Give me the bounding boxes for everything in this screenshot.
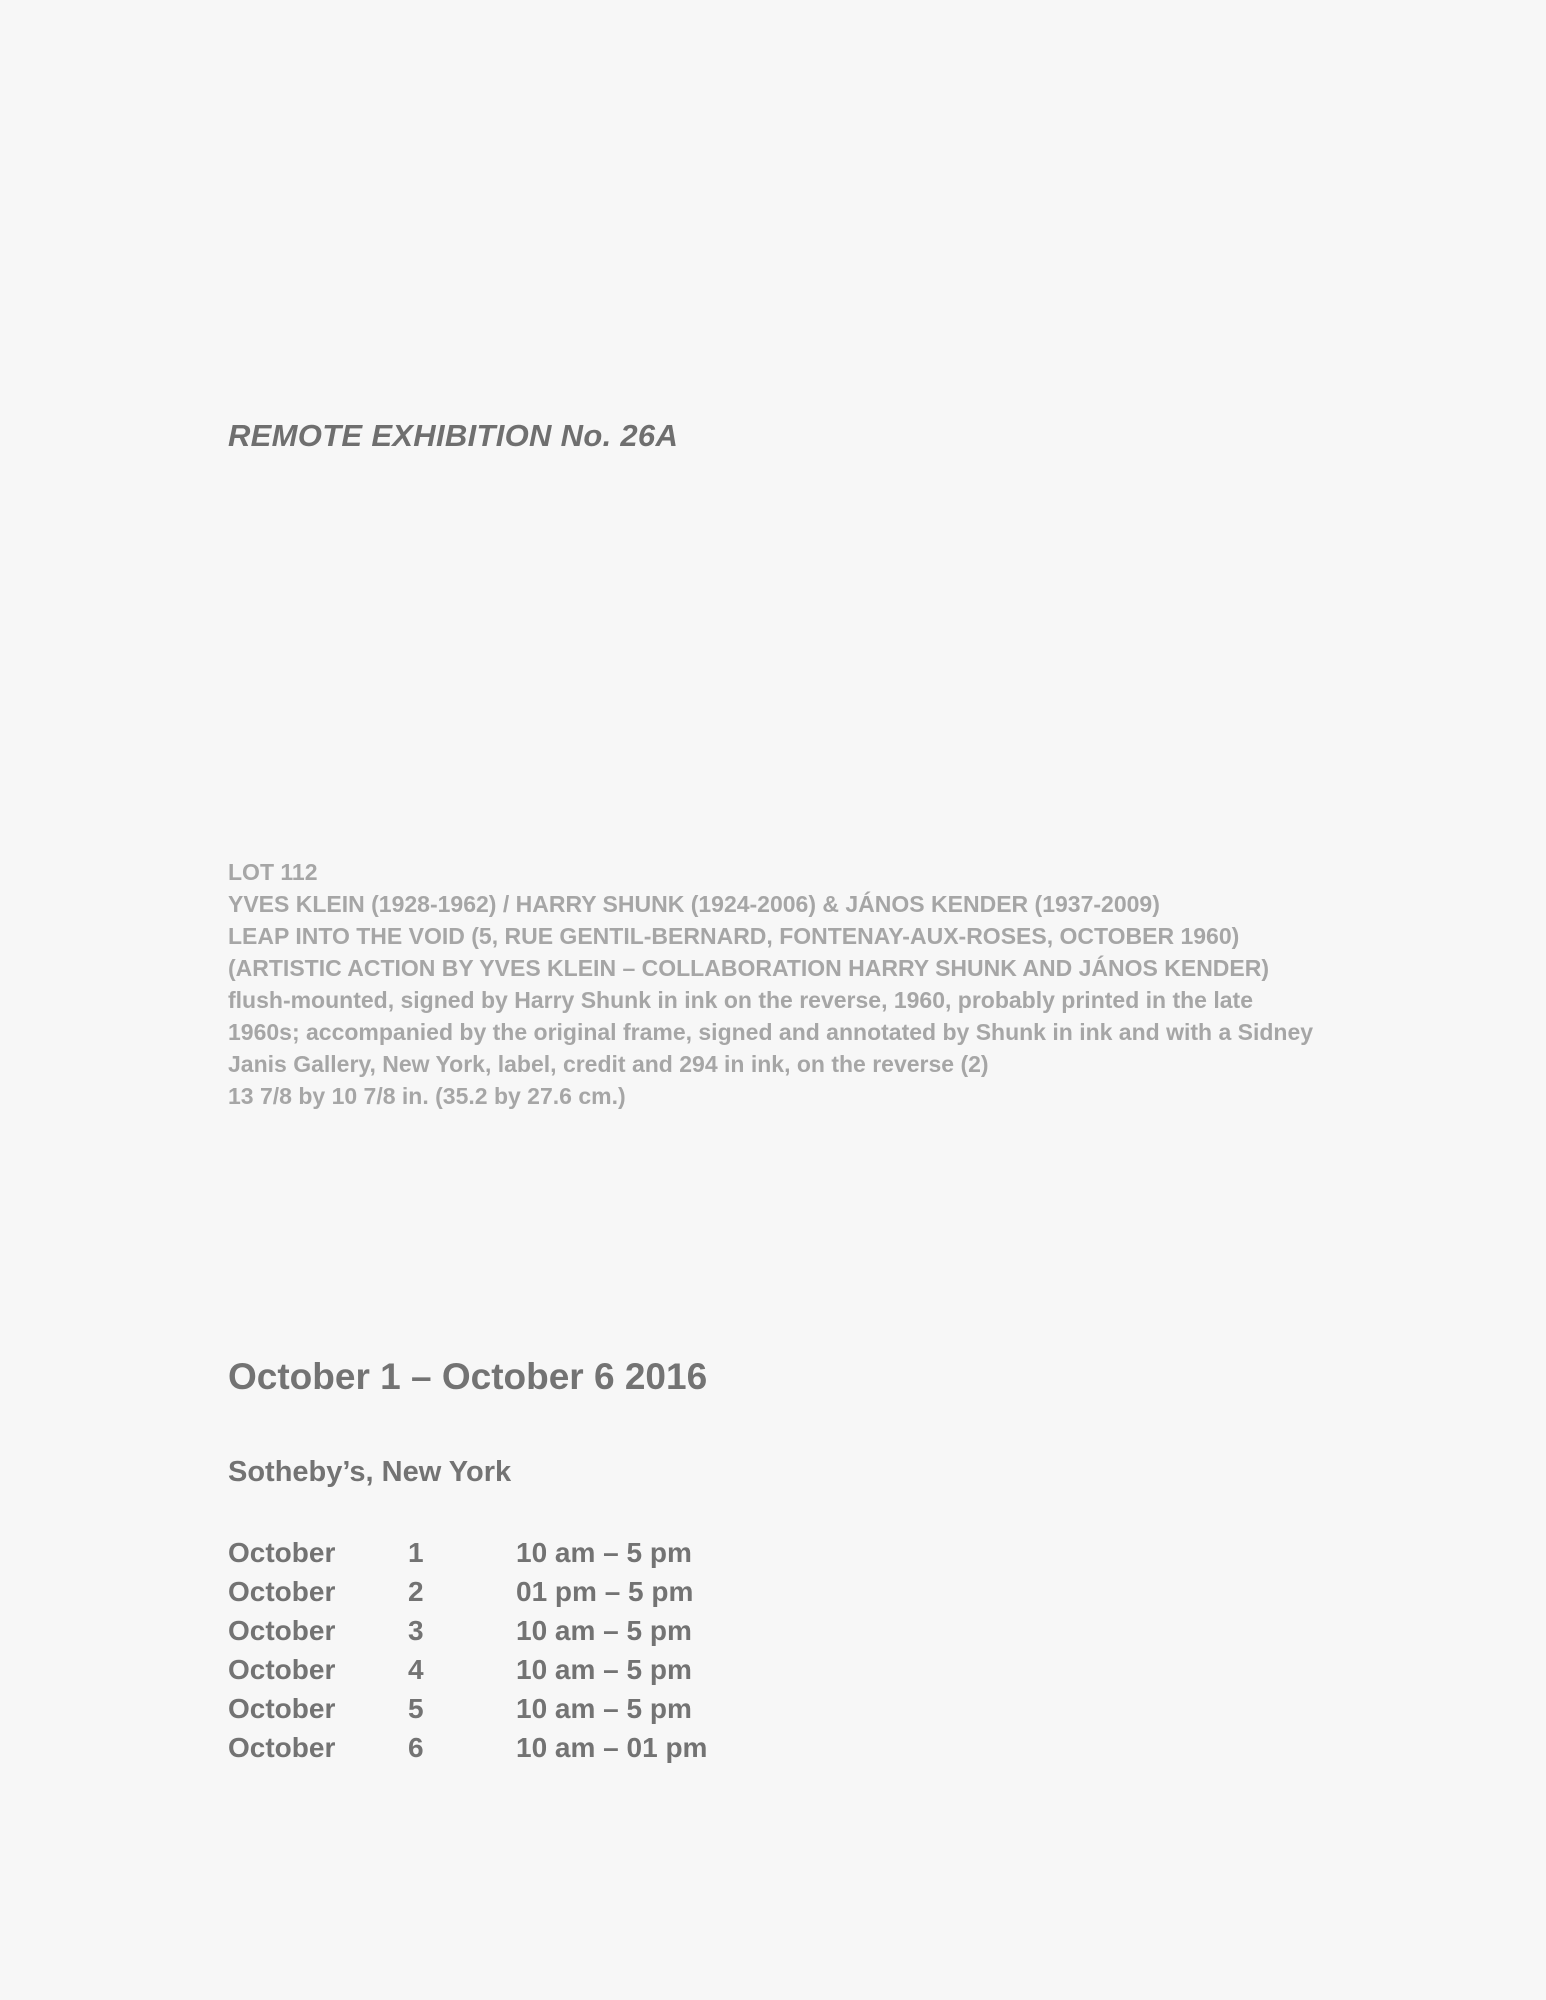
schedule-day: 5 [408,1693,424,1724]
schedule-month: October [228,1693,336,1724]
schedule-table [228,1533,816,1767]
schedule-row [228,1689,816,1728]
schedule-day: 3 [408,1615,424,1646]
schedule-month: October [228,1576,336,1607]
schedule-row [228,1650,816,1689]
lot-number: LOT 112 [228,859,318,885]
lot-description: flush-mounted, signed by Harry Shunk in ink on the reverse, 1960, probably printed in the late 1960s; accompanied by the original frame, signed and annotated by Shunk in ink and with a Sidney Janis Gallery, New York, label, credit and 294 in ink, on the reverse (2) [228,987,1314,1077]
venue: Sotheby’s, New York [228,1456,512,1488]
page-title: REMOTE EXHIBITION No. 26A [228,418,679,453]
lot-details [228,856,1318,1112]
schedule-row [228,1611,816,1650]
schedule-day: 2 [408,1576,424,1607]
schedule-month: October [228,1537,336,1568]
exhibition-dates: October 1 – October 6 2016 [228,1356,708,1397]
lot-artists: YVES KLEIN (1928-1962) / HARRY SHUNK (1924-2006) & JÁNOS KENDER (1937-2009) [228,891,1160,917]
schedule-row [228,1533,816,1572]
schedule-hours: 10 am – 5 pm [516,1693,692,1724]
schedule-day: 4 [408,1654,424,1685]
schedule-hours: 01 pm – 5 pm [516,1576,694,1607]
lot-dimensions: 13 7/8 by 10 7/8 in. (35.2 by 27.6 cm.) [228,1083,626,1109]
schedule-row [228,1572,816,1611]
schedule-month: October [228,1654,336,1685]
schedule-month: October [228,1732,336,1763]
schedule-hours: 10 am – 5 pm [516,1537,692,1568]
lot-subtitle: (ARTISTIC ACTION BY YVES KLEIN – COLLABORATION HARRY SHUNK AND JÁNOS KENDER) [228,955,1270,981]
lot-work-title: LEAP INTO THE VOID (5, RUE GENTIL-BERNARD, FONTENAY-AUX-ROSES, OCTOBER 1960) [228,923,1240,949]
schedule-row [228,1728,816,1767]
schedule-hours: 10 am – 5 pm [516,1615,692,1646]
schedule-day: 6 [408,1732,424,1763]
schedule-month: October [228,1615,336,1646]
schedule-hours: 10 am – 5 pm [516,1654,692,1685]
schedule-hours: 10 am – 01 pm [516,1732,708,1763]
schedule-day: 1 [408,1537,424,1568]
